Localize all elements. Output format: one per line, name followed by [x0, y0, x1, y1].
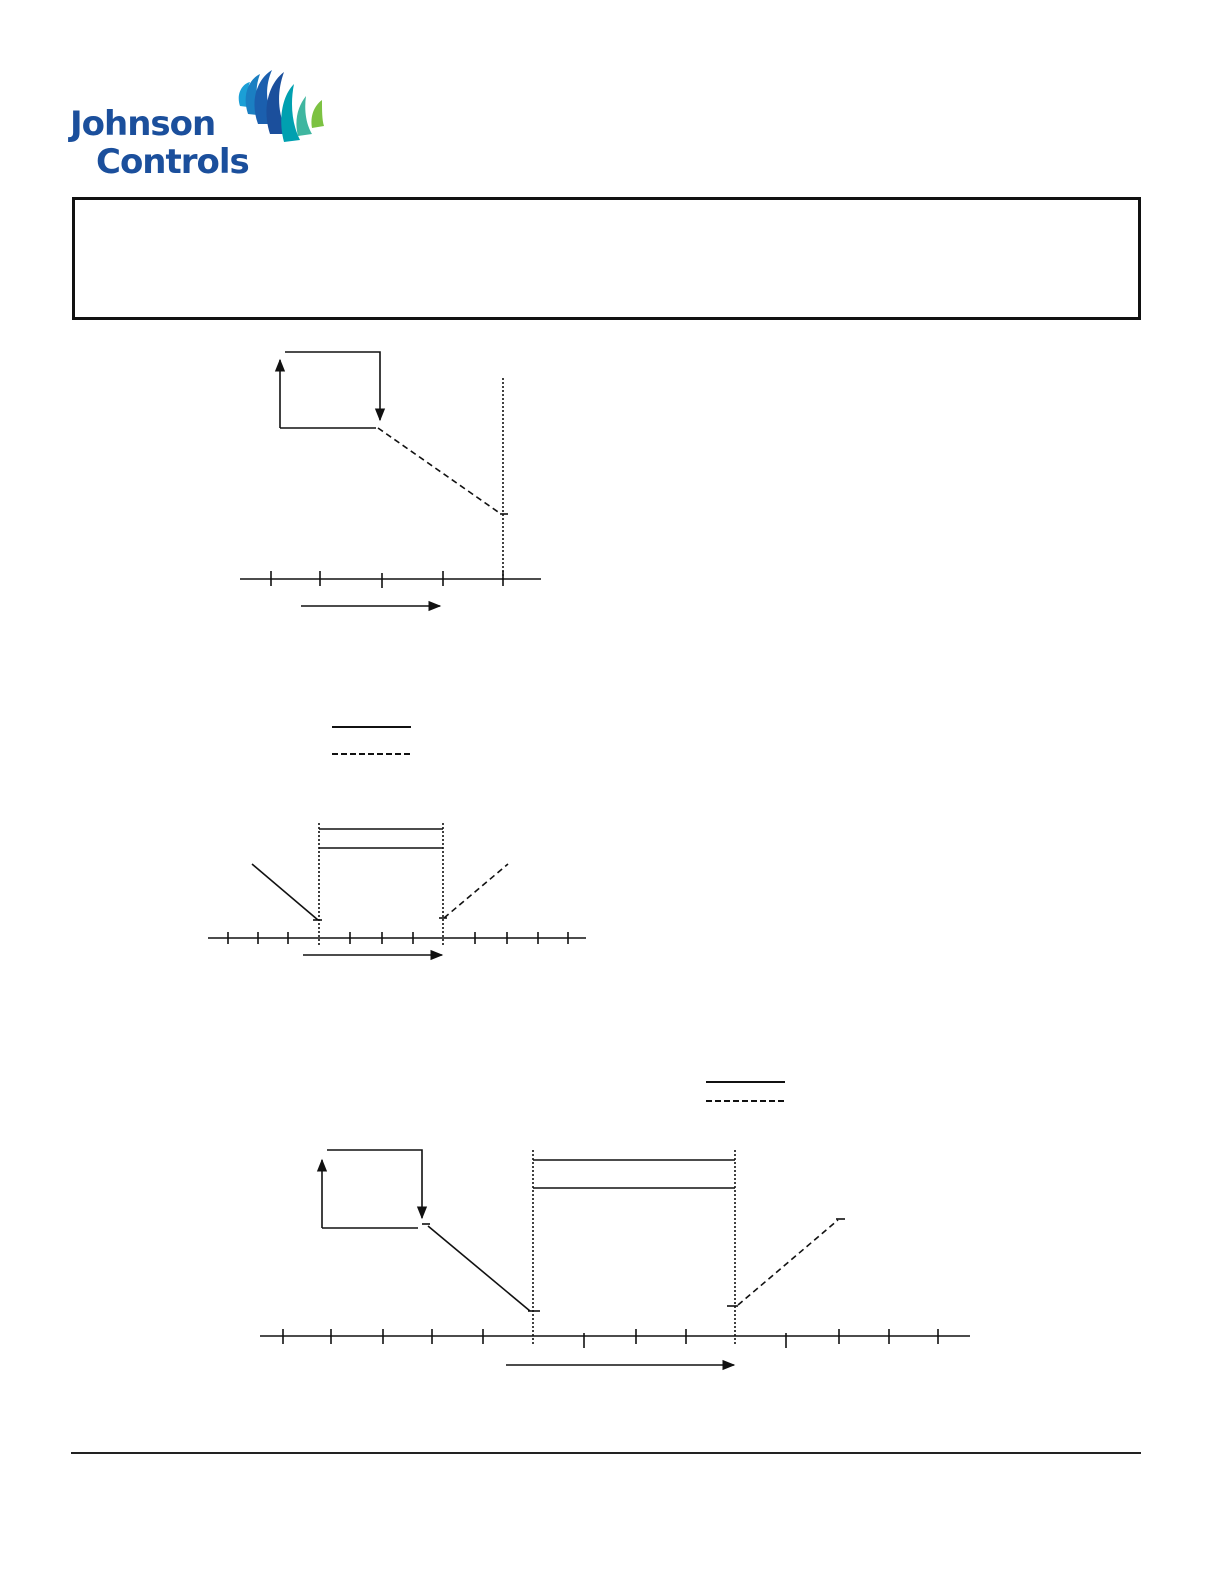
- diagram-1-dashed-ramp: [378, 428, 501, 514]
- logo-text-controls: Controls: [96, 142, 249, 182]
- legend-2: [706, 1082, 785, 1101]
- diagram-3-left-ramp: [428, 1226, 530, 1311]
- diagram-2-right-ramp: [444, 864, 508, 918]
- diagram-1-loop-top: [285, 352, 380, 420]
- logo-text-johnson: Johnson: [70, 104, 216, 144]
- diagram-2-left-ramp: [252, 864, 318, 920]
- diagram-1: [240, 352, 541, 606]
- footer-rule: [71, 1452, 1141, 1454]
- legend-1: [332, 727, 411, 754]
- diagram-3-loop-top: [327, 1150, 422, 1218]
- diagram-3-right-ramp: [738, 1220, 838, 1305]
- diagram-2: [208, 823, 586, 955]
- diagram-3: [260, 1150, 970, 1365]
